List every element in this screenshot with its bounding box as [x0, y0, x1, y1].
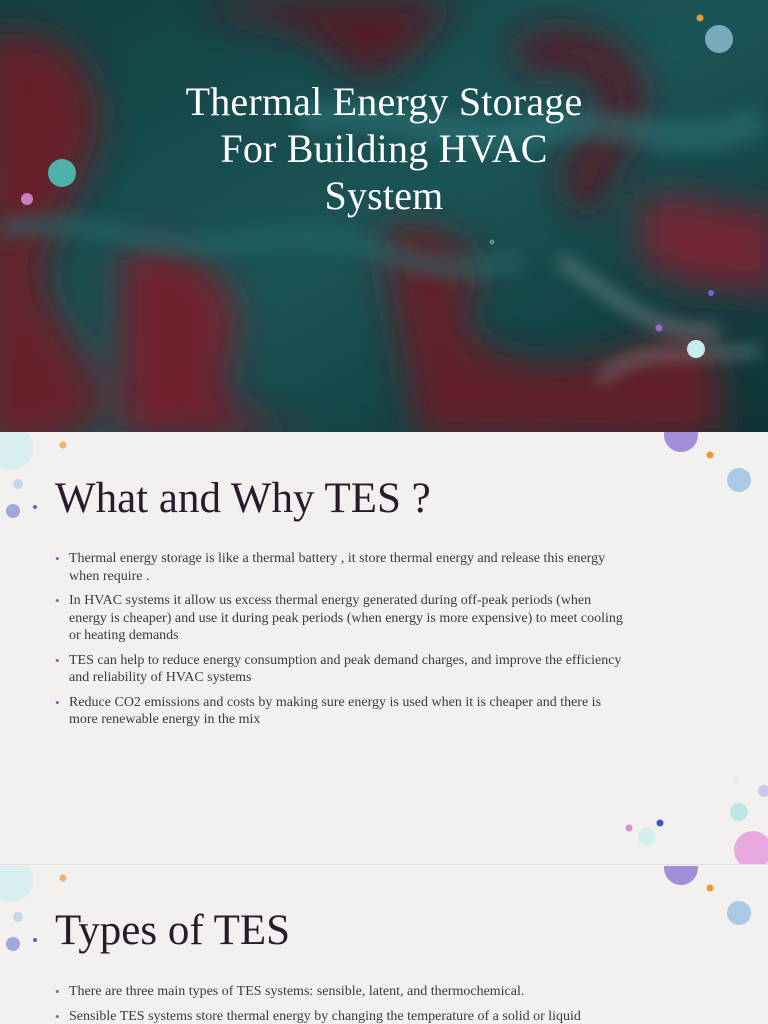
title-slide — [0, 0, 768, 432]
bullet-icon: • — [55, 593, 60, 608]
bullet-icon: • — [55, 694, 60, 710]
bullet-icon: • — [55, 984, 60, 999]
bullet-list — [55, 550, 715, 736]
list-item: • Thermal energy storage is like a thermal battery , it store thermal energy and release this energy when require . — [55, 551, 606, 584]
bullet-icon: • — [55, 551, 60, 566]
list-item: • In HVAC systems it allow us excess thermal energy generated during off-peak periods (when energy is cheaper) and use it during peak periods (when energy is more expensive) to meet cooling or heating demands — [55, 593, 623, 643]
list-item: • Sensible TES systems store thermal energy by changing the temperature of a solid or liquid — [55, 1008, 581, 1024]
title-line-1: Thermal Energy Storage — [185, 79, 583, 124]
bullet-list — [55, 983, 715, 1024]
bullet-icon: • — [55, 1008, 60, 1024]
bullet-icon: • — [55, 652, 60, 668]
list-item: • There are three main types of TES systems: sensible, latent, and thermochemical. — [55, 984, 525, 999]
what-and-why-slide — [0, 432, 768, 865]
title-line-3: System — [324, 173, 444, 218]
slide-heading: What and Why TES ? — [55, 475, 431, 522]
slide-title — [0, 78, 768, 219]
list-item: • Reduce CO2 emissions and costs by making sure energy is used when it is cheaper and there is more renewable energy in the mix — [55, 694, 602, 727]
slide-heading: Types of TES — [55, 907, 291, 954]
types-of-tes-slide — [0, 866, 768, 1024]
list-item: • TES can help to reduce energy consumption and peak demand charges, and improve the efficiency and reliability of HVAC systems — [55, 652, 622, 685]
title-line-2: For Building HVAC — [220, 126, 548, 171]
